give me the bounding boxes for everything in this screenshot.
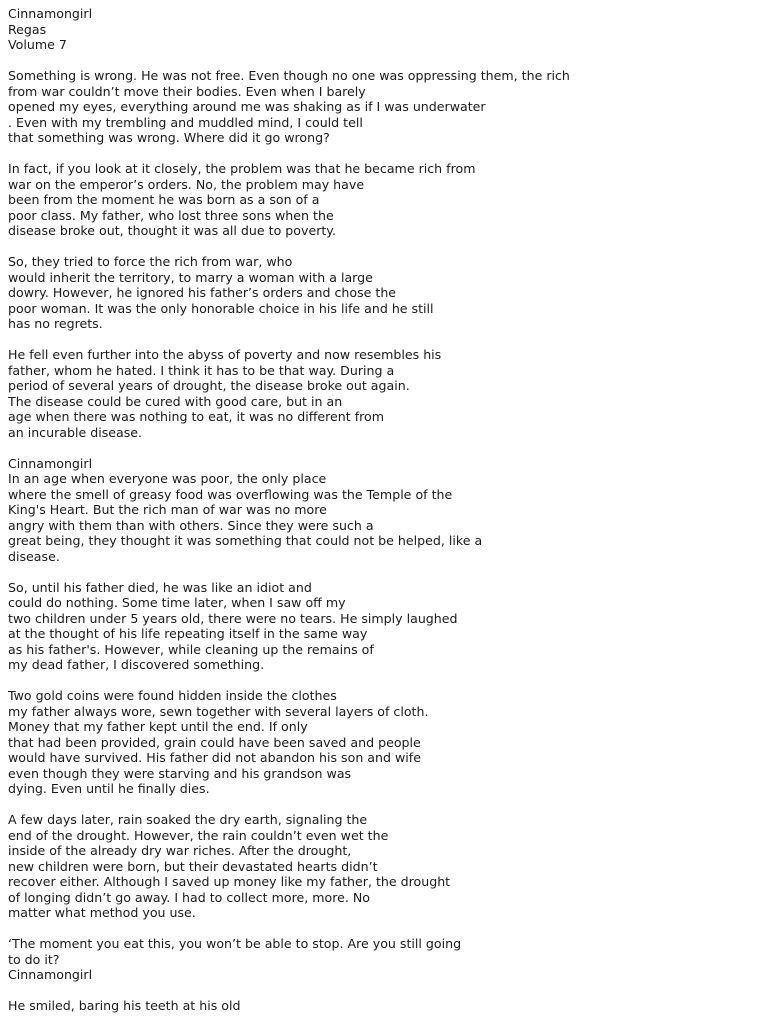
volume-label: Volume 7 xyxy=(8,37,67,52)
paragraph xyxy=(8,161,760,239)
text-line: Cinnamongirl xyxy=(8,967,93,982)
text-line: He smiled, baring his teeth at his old xyxy=(8,998,241,1013)
text-line: age when there was nothing to eat, it was no different from xyxy=(8,409,385,424)
text-line: disease broke out, thought it was all due to poverty. xyxy=(8,223,336,238)
paragraph-gap xyxy=(8,673,760,689)
text-line: dying. Even until he finally dies. xyxy=(8,781,210,796)
text-line: dowry. However, he ignored his father’s orders and chose the xyxy=(8,285,397,300)
paragraph-gap xyxy=(8,564,760,580)
text-line: an incurable disease. xyxy=(8,424,143,440)
text-line: So, they tried to force the rich from war, who xyxy=(8,254,293,269)
paragraph xyxy=(8,812,760,921)
text-line: Something is wrong. He was not free. Even though no one was oppressing them, the rich xyxy=(8,68,570,83)
text-line: would have survived. His father did not abandon his son and wife xyxy=(8,750,421,765)
text-line: poor class. My father, who lost three sons when the xyxy=(8,207,334,223)
text-line: angry with them than with others. Since they were such a xyxy=(8,517,374,533)
paragraph-gap xyxy=(8,332,760,348)
text-line: of longing didn’t go away. I had to collect more, more. No xyxy=(8,889,370,905)
text-line: war on the emperor’s orders. No, the problem may have xyxy=(8,176,365,192)
paragraph-gap xyxy=(8,239,760,255)
paragraph xyxy=(8,68,760,146)
text-line: new children were born, but their devastated hearts didn’t xyxy=(8,858,378,874)
text-line: Two gold coins were found hidden inside the clothes xyxy=(8,688,337,703)
document-header xyxy=(8,6,760,53)
text-line: great being, they thought it was something that could not be helped, like a xyxy=(8,533,483,548)
document-body xyxy=(8,68,760,1014)
text-line: my father always wore, sewn together with several layers of cloth. xyxy=(8,703,429,719)
text-line: where the smell of greasy food was overflowing was the Temple of the xyxy=(8,486,453,502)
text-line: In an age when everyone was poor, the only place xyxy=(8,471,327,486)
text-line: has no regrets. xyxy=(8,316,103,331)
text-line: poor woman. It was the only honorable choice in his life and he still xyxy=(8,300,434,316)
paragraph-gap xyxy=(8,53,760,69)
paragraph-gap xyxy=(8,440,760,456)
paragraph xyxy=(8,254,760,332)
text-line: He fell even further into the abyss of poverty and now resembles his xyxy=(8,347,442,362)
text-line: at the thought of his life repeating itself in the same way xyxy=(8,626,368,641)
paragraph xyxy=(8,998,760,1014)
text-line: that something was wrong. Where did it go wrong? xyxy=(8,130,330,145)
text-line: even though they were starving and his grandson was xyxy=(8,765,352,781)
text-line: inside of the already dry war riches. After the drought, xyxy=(8,843,352,858)
text-line: So, until his father died, he was like an idiot and xyxy=(8,579,312,595)
text-line: two children under 5 years old, there were no tears. He simply laughed xyxy=(8,610,458,626)
document-title: Regas xyxy=(8,21,47,37)
text-line: could do nothing. Some time later, when I saw off my xyxy=(8,595,346,610)
text-line: to do it? xyxy=(8,951,60,967)
text-line: end of the drought. However, the rain couldn’t even wet the xyxy=(8,827,389,843)
text-line: would inherit the territory, to marry a woman with a large xyxy=(8,269,373,285)
text-line: opened my eyes, everything around me was shaking as if I was underwater xyxy=(8,99,486,114)
paragraph xyxy=(8,347,760,440)
text-line: that had been provided, grain could have been saved and people xyxy=(8,734,421,750)
text-line: my dead father, I discovered something. xyxy=(8,657,265,672)
text-line: matter what method you use. xyxy=(8,905,196,920)
text-line: King's Heart. But the rich man of war was no more xyxy=(8,502,327,517)
text-line: ‘The moment you eat this, you won’t be able to stop. Are you still going xyxy=(8,936,462,951)
text-line: from war couldn’t move their bodies. Even when I barely xyxy=(8,83,366,99)
text-line: as his father's. However, while cleaning up the remains of xyxy=(8,641,374,657)
text-line: disease. xyxy=(8,548,60,564)
text-line: been from the moment he was born as a son of a xyxy=(8,192,320,207)
text-line: In fact, if you look at it closely, the problem was that he became rich from xyxy=(8,161,476,176)
text-line: A few days later, rain soaked the dry earth, signaling the xyxy=(8,812,368,827)
paragraph-gap xyxy=(8,797,760,813)
paragraph xyxy=(8,936,760,983)
paragraph-gap xyxy=(8,146,760,162)
paragraph xyxy=(8,688,760,797)
text-line: Cinnamongirl xyxy=(8,455,93,471)
text-line: father, whom he hated. I think it has to be that way. During a xyxy=(8,362,395,378)
text-line: . Even with my trembling and muddled mind, I could tell xyxy=(8,114,363,130)
paragraph xyxy=(8,456,760,565)
text-line: period of several years of drought, the disease broke out again. xyxy=(8,378,410,393)
text-line: recover either. Although I saved up money like my father, the drought xyxy=(8,874,451,889)
author-name: Cinnamongirl xyxy=(8,6,93,21)
text-line: Money that my father kept until the end. If only xyxy=(8,719,308,734)
document-page xyxy=(8,6,760,1014)
paragraph-gap xyxy=(8,983,760,999)
text-line: The disease could be cured with good care, but in an xyxy=(8,393,343,409)
paragraph-gap xyxy=(8,921,760,937)
paragraph xyxy=(8,580,760,673)
